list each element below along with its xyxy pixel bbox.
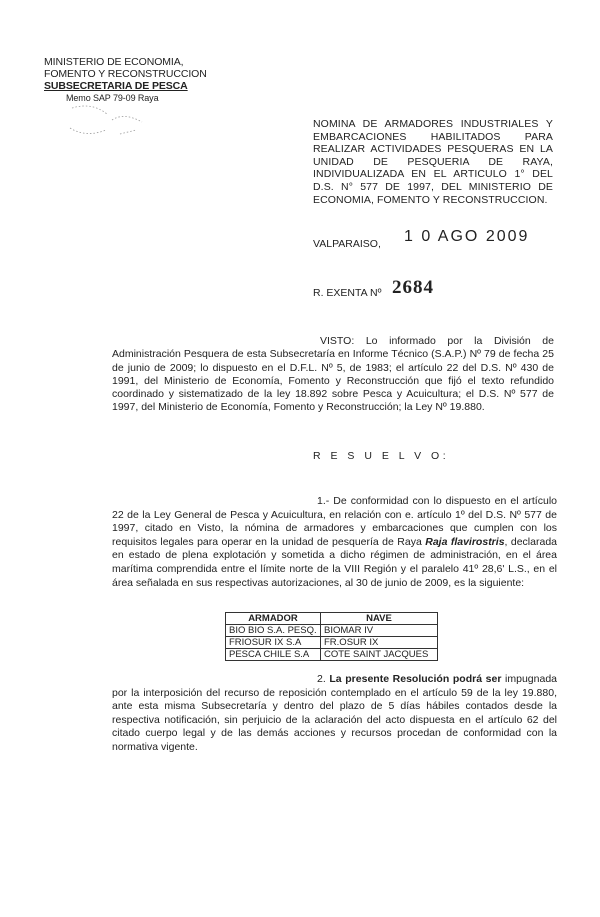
table-header-row	[226, 613, 438, 625]
undersecretariat: SUBSECRETARIA DE PESCA	[44, 80, 188, 92]
owner-cell: FRIOSUR IX S.A	[226, 637, 321, 649]
article-2-text: impugnada por la interposición del recurso de reposición contemplado en el artículo 59 de la ley 19.880, ante esta misma Subsecretaría y dentro del plazo de 5 días hábiles contados desde la respectiva notificación, sin perjuicio de la aclaración del acto dispuesta en el artículo 62 del citado cuerpo legal y de las demás acciones y recursos procedan de conformidad con la normativa vigente.	[112, 673, 557, 753]
vessel-cell: FR.OSUR IX	[321, 637, 438, 649]
article-2-number: 2.	[317, 673, 330, 685]
date-stamp: 1 0 AGO 2009	[404, 228, 530, 245]
owner-cell: BIO BIO S.A. PESQ.	[226, 625, 321, 637]
column-header-owner: ARMADOR	[226, 613, 321, 625]
faint-stamp	[62, 100, 152, 142]
visto-paragraph: VISTO: Lo informado por la División de Administración Pesquera de esta Subsecretaría en Informe Técnico (S.A.P.) Nº 79 de fecha 25 de junio de 2009; lo dispuesto en el D.F.L. Nº 5, de 1983; el artículo 22 del D.S. Nº 430 de 1991, del Ministerio de Economía, Fomento y Reconstrucción que fijó el texto refundido coordinado y sistematizado de la ley 18.892 sobre Pesca y Acuicultura; el D.S. Nº 577 de 1997, del Ministerio de Economía, Fomento y Reconstrucción; la Ley Nº 19.880.	[112, 335, 554, 414]
city: VALPARAISO,	[313, 238, 381, 250]
document-title: NOMINA DE ARMADORES INDUSTRIALES Y EMBARCACIONES HABILITADOS PARA REALIZAR ACTIVIDADES PESQUERAS EN LA UNIDAD DE PESQUERIA DE RAYA, INDIVIDUALIZADA EN EL ARTICULO 1° DEL D.S. N° 577 DE 1997, DEL MINISTERIO DE ECONOMIA, FOMENTO Y RECONSTRUCCION.	[313, 118, 553, 206]
resolution-label: R. EXENTA Nº	[313, 287, 382, 299]
table-row	[226, 649, 438, 661]
ministry-line-2: FOMENTO Y RECONSTRUCCION	[44, 68, 207, 80]
column-header-vessel: NAVE	[321, 613, 438, 625]
letterhead	[44, 56, 207, 104]
resolution-number: 2684	[392, 277, 434, 298]
ministry-line: MINISTERIO DE ECONOMIA,	[44, 56, 184, 68]
vessel-table	[225, 612, 438, 661]
article-1-text-end: , declarada en estado de plena explotación y sometida a dicho régimen de administración, en el área marítima comprendida entre el límite norte de la VIII Región y el paralelo 41º 28,6' L.S., en el área señalada en sus respectivas autorizaciones, al 30 de junio de 2009, es la siguiente:	[112, 535, 557, 589]
memo-reference: Memo SAP 79-09 Raya	[66, 93, 159, 103]
vessel-cell: COTE SAINT JACQUES	[321, 649, 438, 661]
table-row	[226, 625, 438, 637]
article-1-paragraph	[112, 495, 557, 590]
species-name: Raja flavirostris	[425, 535, 505, 548]
vessel-cell: BIOMAR IV	[321, 625, 438, 637]
article-1-text: 1.- De conformidad con lo dispuesto en el artículo 22 de la Ley General de Pesca y Acuicultura, en relación con e. artículo 1º del D.S. Nº 577 de 1997, citado en Visto, la nómina de armadores y embarcaciones que cumplen con los requisitos legales para operar en la unidad de pesquería de Raya	[112, 495, 557, 548]
owner-cell: PESCA CHILE S.A	[226, 649, 321, 661]
article-2-paragraph	[112, 673, 557, 755]
resuelvo-heading: R E S U E L V O:	[313, 450, 450, 462]
article-2-lead: La presente Resolución podrá ser	[329, 673, 502, 685]
table-row	[226, 637, 438, 649]
